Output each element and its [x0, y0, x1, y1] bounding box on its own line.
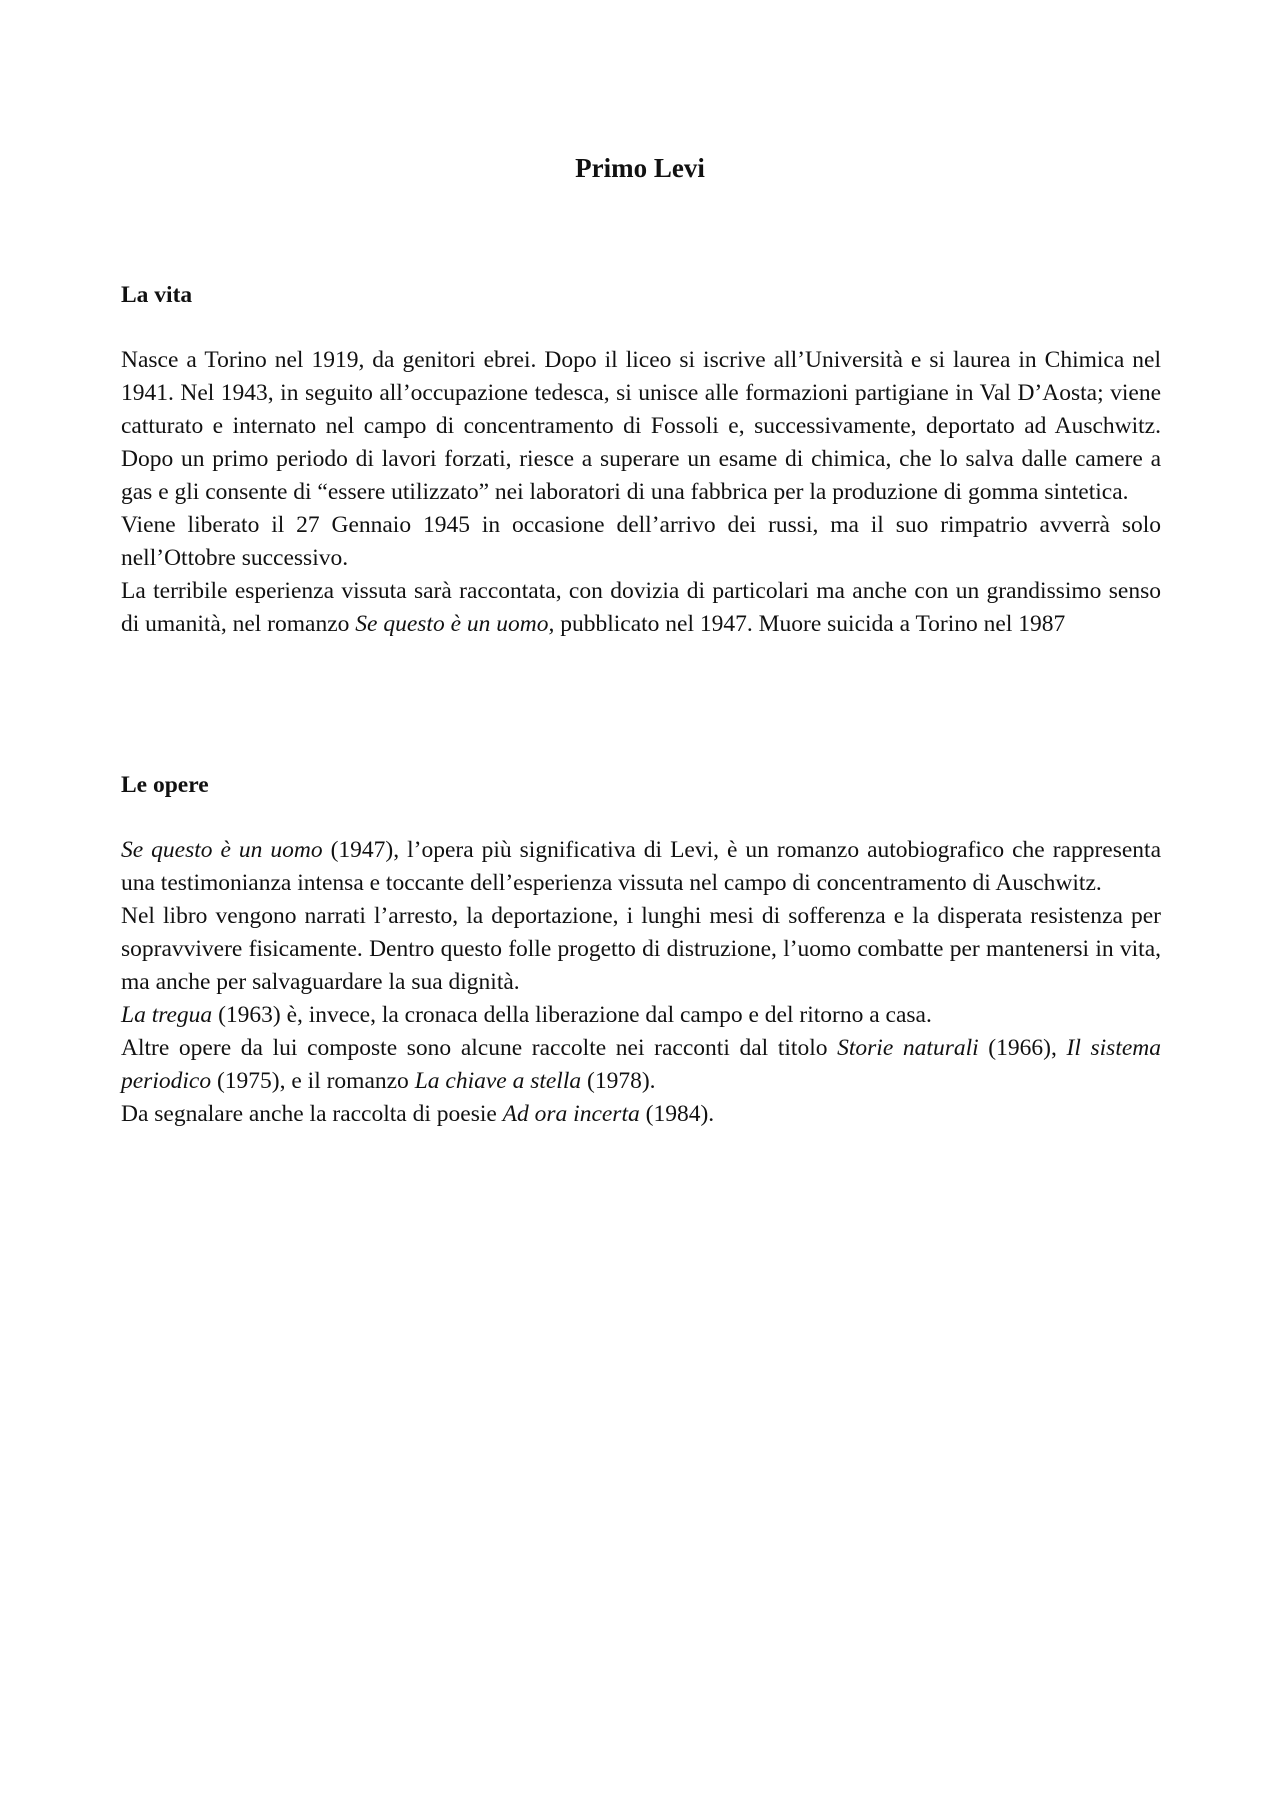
section-body-le-opere: [121, 834, 1161, 1131]
paragraph: [121, 900, 1161, 999]
paragraph-text: Nel libro vengono narrati l’arresto, la deportazione, i lunghi mesi di sofferenza e la disperata resistenza per sopravvivere fisicamente. Dentro questo folle progetto di distruzione, l’uomo combatte per mantenersi in vita, ma anche per salvaguardare la sua dignità.: [121, 903, 1161, 995]
paragraph-text: (1975), e il romanzo: [211, 1068, 415, 1094]
paragraph: [121, 834, 1161, 900]
italic-title-text: Il sistema periodico: [121, 1035, 1162, 1094]
paragraph-text: La terribile esperienza vissuta sarà raccontata, con dovizia di particolari ma anche con un grandissimo senso di umanità, nel romanzo: [121, 578, 1161, 637]
paragraph: [121, 1032, 1161, 1098]
page-title: Primo Levi: [575, 153, 705, 183]
paragraph: [121, 999, 1161, 1032]
paragraph: [121, 344, 1161, 509]
paragraph: [121, 509, 1161, 575]
italic-title-text: Se questo è un uomo: [121, 837, 323, 863]
paragraph-text: (1984).: [639, 1101, 715, 1127]
section-heading-le-opere: Le opere: [121, 772, 209, 798]
paragraph: [121, 575, 1161, 641]
paragraph-text: Da segnalare anche la raccolta di poesie: [121, 1101, 503, 1127]
section-heading-la-vita: La vita: [121, 282, 193, 308]
paragraph-text: Altre opere da lui composte sono alcune raccolte nei racconti dal titolo: [121, 1035, 838, 1061]
paragraph-text: (1966),: [978, 1035, 1067, 1061]
italic-title-text: La tregua: [121, 1002, 213, 1028]
italic-title-text: Storie naturali: [837, 1035, 979, 1061]
paragraph-text: pubblicato nel 1947. Muore suicida a Torino nel 1987: [554, 611, 1066, 637]
paragraph: [121, 1098, 1161, 1131]
paragraph-text: Viene liberato il 27 Gennaio 1945 in occasione dell’arrivo dei russi, ma il suo rimpatrio avverrà solo nell’Ottobre successivo.: [121, 512, 1161, 571]
section-body-la-vita: [121, 344, 1161, 641]
paragraph-text: (1978).: [581, 1068, 656, 1094]
italic-title-text: Ad ora incerta: [502, 1101, 640, 1127]
paragraph-text: (1947), l’opera più significativa di Levi, è un romanzo autobiografico che rappresenta una testimonianza intensa e toccante dell’esperienza vissuta nel campo di concentramento di Auschwitz.: [121, 837, 1161, 896]
italic-title-text: Se questo è un uomo,: [355, 611, 555, 637]
paragraph-text: (1963) è, invece, la cronaca della liberazione dal campo e del ritorno a casa.: [212, 1002, 932, 1028]
italic-title-text: La chiave a stella: [414, 1068, 582, 1094]
paragraph-text: Nasce a Torino nel 1919, da genitori ebrei. Dopo il liceo si iscrive all’Università e si laurea in Chimica nel 1941. Nel 1943, in seguito all’occupazione tedesca, si unisce alle formazioni partigiane in Val D’Aosta; viene catturato e internato nel campo di concentramento di Fossoli e, successivamente, deportato ad Auschwitz. Dopo un primo periodo di lavori forzati, riesce a superare un esame di chimica, che lo salva dalle camere a gas e gli consente di “essere utilizzato” nei laboratori di una fabbrica per la produzione di gomma sintetica.: [121, 347, 1161, 505]
